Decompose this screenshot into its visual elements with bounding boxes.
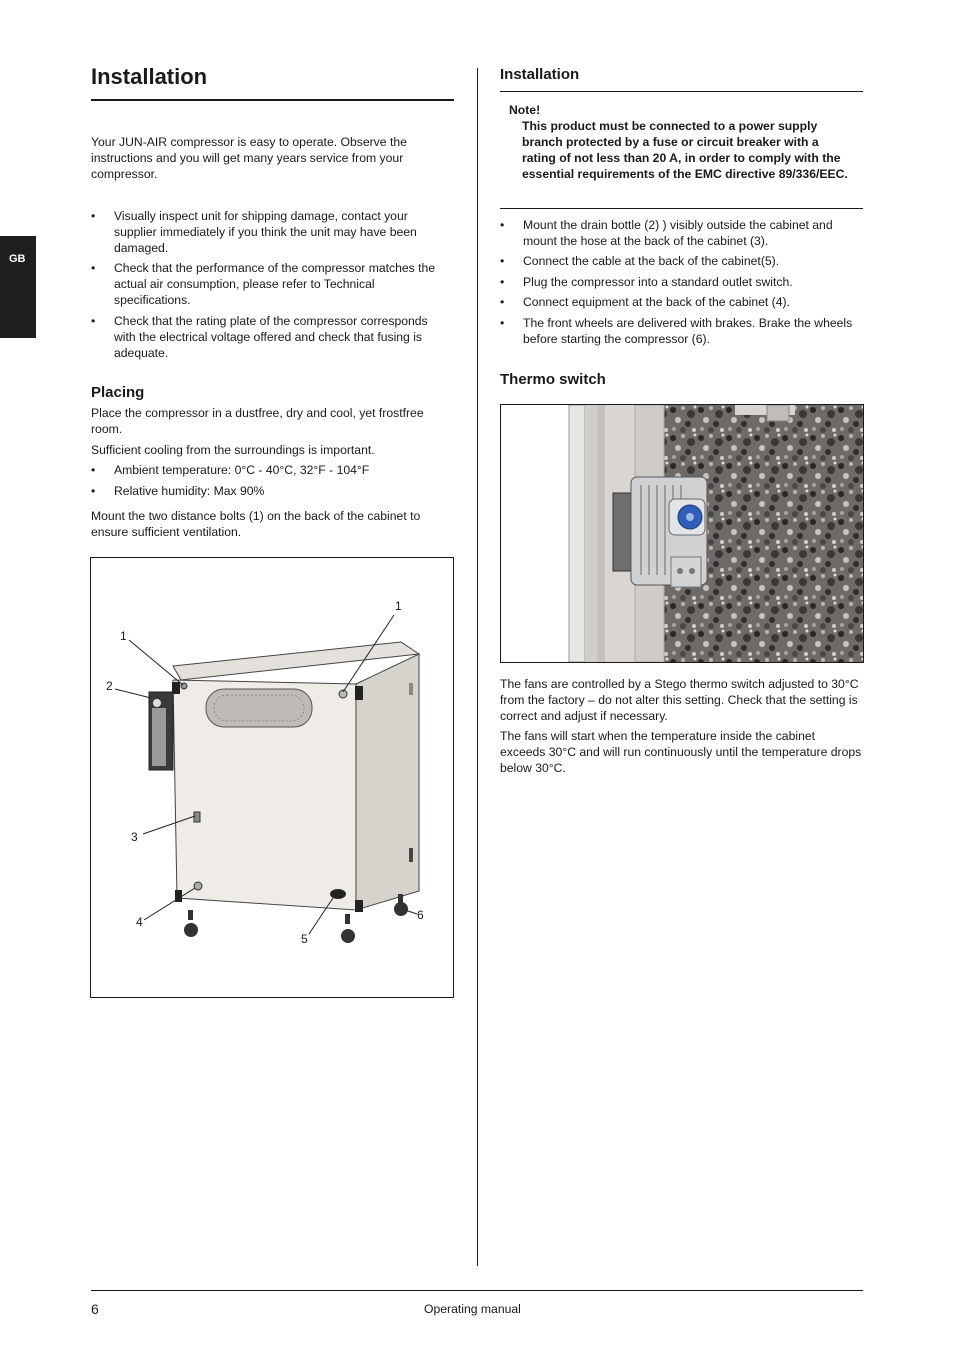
bullet: •	[500, 218, 505, 232]
bullet: •	[91, 314, 96, 328]
placing-paragraph-1: Place the compressor in a dustfree, dry and cool, yet frostfree room.	[91, 406, 424, 436]
page-number: 6	[91, 1301, 99, 1317]
bullet: •	[500, 275, 505, 289]
thermo-paragraph-1: The fans are controlled by a Stego thermo switch adjusted to 30°C from the factory – do not alter this setting. Check that the setting is correct and adjust if necessary.	[500, 677, 859, 723]
bullet: •	[91, 463, 96, 477]
note-label: Note!	[509, 103, 541, 117]
page-title: Installation	[91, 64, 208, 89]
footer-rule	[91, 1290, 863, 1291]
thermo-switch-photo	[500, 404, 864, 663]
callout-label: 1	[395, 599, 402, 613]
bullet: •	[91, 261, 96, 275]
cabinet-illustration	[91, 558, 453, 997]
list-item	[500, 217, 862, 249]
title-rule	[91, 99, 454, 101]
list-item-text: Connect equipment at the back of the cabinet (4).	[523, 295, 790, 309]
list-item-text: Check that the performance of the compressor matches the actual air consumption, please refer to Technical specifications.	[114, 261, 436, 307]
list-item-text: Visually inspect unit for shipping damage, contact your supplier immediately if you think the unit may have been damaged.	[114, 209, 417, 255]
callout-label: 4	[136, 915, 143, 929]
list-item-text: Plug the compressor into a standard outlet switch.	[523, 275, 793, 289]
thermo-switch-heading: Thermo switch	[500, 371, 606, 388]
list-item	[91, 483, 446, 499]
bullet: •	[91, 484, 96, 498]
list-item	[500, 253, 862, 269]
callout-label: 6	[417, 908, 424, 922]
thermo-paragraph-2: The fans will start when the temperature inside the cabinet exceeds 30°C and will run continuously until the temperature drops below 30°C.	[500, 729, 862, 775]
list-item-text: The front wheels are delivered with brakes. Brake the wheels before starting the compressor (6).	[523, 316, 853, 346]
placing-list	[91, 462, 446, 499]
placing-paragraph-3: Mount the two distance bolts (1) on the back of the cabinet to ensure sufficient ventilation.	[91, 509, 421, 539]
installation-list	[500, 217, 862, 347]
placing-heading: Placing	[91, 384, 145, 401]
footer-label: Operating manual	[424, 1302, 521, 1316]
list-item-text: Relative humidity: Max 90%	[114, 484, 265, 498]
list-item-text: Mount the drain bottle (2) ) visibly outside the cabinet and mount the hose at the back of the cabinet (3).	[523, 218, 833, 248]
installation-heading: Installation	[500, 66, 580, 83]
language-tab-label: GB	[9, 253, 26, 265]
note-bottom-rule	[500, 208, 863, 209]
callout-label: 1	[120, 629, 127, 643]
list-item-text: Check that the rating plate of the compressor corresponds with the electrical voltage offered and check that fusing is adequate.	[114, 314, 428, 360]
placing-paragraph-2: Sufficient cooling from the surroundings is important.	[91, 443, 375, 457]
cabinet-figure	[90, 557, 454, 998]
callout-label: 3	[131, 830, 138, 844]
check-list	[91, 208, 446, 361]
list-item	[500, 294, 862, 310]
intro-paragraph: Your JUN-AIR compressor is easy to operate. Observe the instructions and you will get many years service from your compressor.	[91, 135, 407, 181]
callout-label: 5	[301, 932, 308, 946]
bullet: •	[91, 209, 96, 223]
thermo-switch-illustration	[501, 405, 863, 662]
list-item	[91, 313, 446, 361]
list-item	[91, 260, 446, 308]
bullet: •	[500, 295, 505, 309]
language-tab	[0, 236, 36, 338]
bullet: •	[500, 254, 505, 268]
list-item	[91, 462, 446, 478]
callout-label: 2	[106, 679, 113, 693]
list-item	[500, 315, 862, 347]
note-top-rule	[500, 91, 863, 92]
list-item	[91, 208, 446, 256]
column-divider	[477, 68, 478, 1266]
note-text: This product must be connected to a power supply branch protected by a fuse or circuit breaker with a rating of not less than 20 A, in order to comply with the essential requirements of the EMC directive 89/336/EEC.	[522, 119, 848, 181]
list-item-text: Connect the cable at the back of the cabinet(5).	[523, 254, 780, 268]
list-item	[500, 274, 862, 290]
bullet: •	[500, 316, 505, 330]
list-item-text: Ambient temperature: 0°C - 40°C, 32°F - 104°F	[114, 463, 370, 477]
